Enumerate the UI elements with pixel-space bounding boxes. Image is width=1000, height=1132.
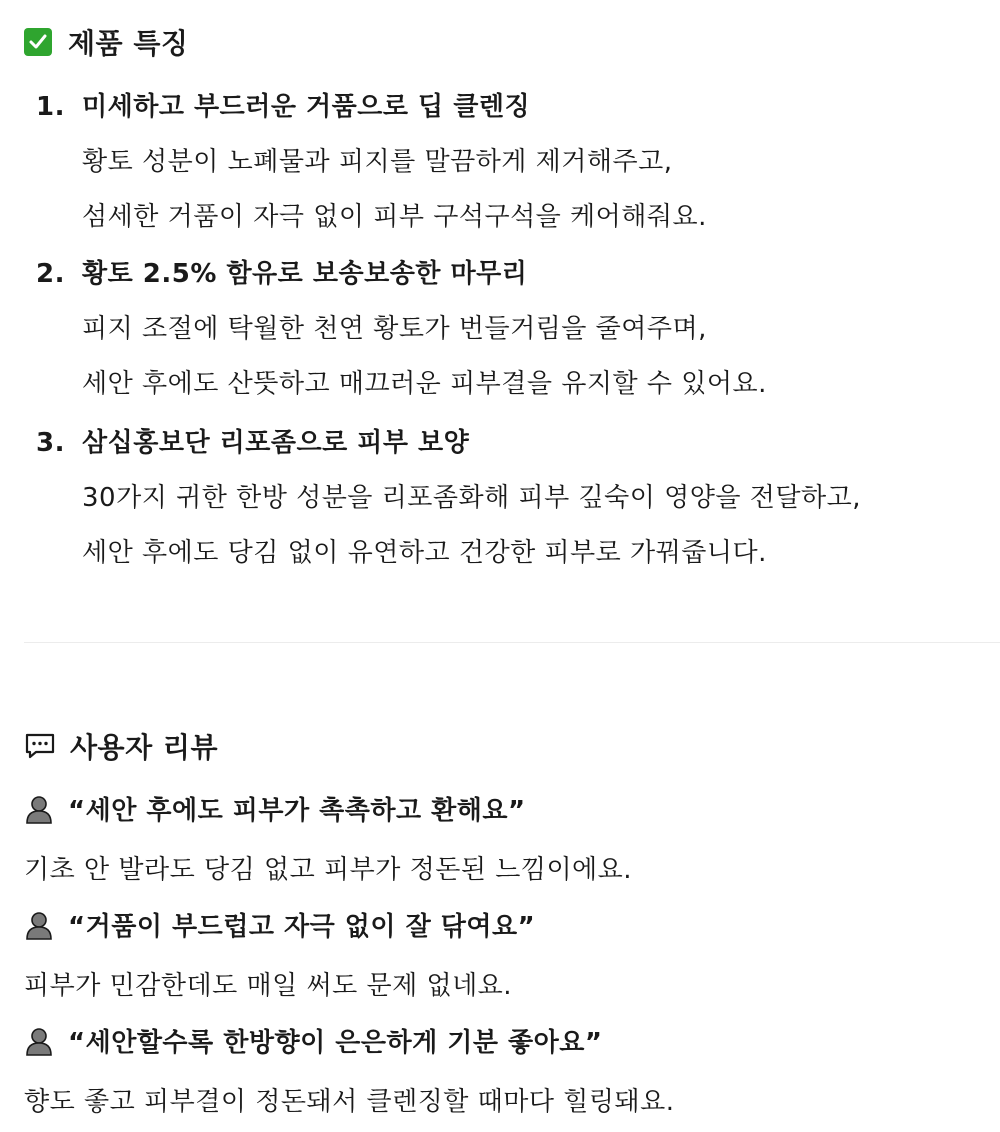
feature-title <box>36 422 861 459</box>
review-body: 향도 좋고 피부결이 정돈돼서 클렌징할 때마다 힐링돼요. <box>24 1087 675 1117</box>
feature-number: 3. <box>36 428 65 458</box>
user-silhouette-icon <box>24 910 54 940</box>
review-title <box>24 1022 675 1059</box>
review-item <box>24 1022 675 1118</box>
feature-number: 1. <box>36 92 65 122</box>
feature-description-line: 30가지 귀한 한방 성분을 리포좀화해 피부 깊숙이 영양을 전달하고, <box>82 483 861 513</box>
feature-item <box>36 422 861 566</box>
feature-title <box>36 253 767 290</box>
review-title <box>24 790 632 827</box>
section-divider <box>24 642 1000 643</box>
review-title-text: “세안할수록 한방향이 은은하게 기분 좋아요” <box>68 1028 603 1058</box>
feature-description-line: 피지 조절에 탁월한 천연 황토가 번들거림을 줄여주며, <box>82 314 707 344</box>
feature-number: 2. <box>36 259 65 289</box>
reviews-heading-text: 사용자 리뷰 <box>70 731 218 764</box>
speech-bubble-icon <box>24 732 56 760</box>
feature-title <box>36 86 707 123</box>
review-item <box>24 790 632 886</box>
reviews-heading <box>24 726 218 766</box>
feature-description-line: 섬세한 거품이 자극 없이 피부 구석구석을 케어해줘요. <box>82 202 707 232</box>
feature-title-text: 삼십홍보단 리포좀으로 피부 보양 <box>82 428 470 458</box>
user-silhouette-icon <box>24 1026 54 1056</box>
feature-description-line: 세안 후에도 산뜻하고 매끄러운 피부결을 유지할 수 있어요. <box>82 369 767 399</box>
user-silhouette-icon <box>24 794 54 824</box>
feature-description-line: 황토 성분이 노폐물과 피지를 말끔하게 제거해주고, <box>82 147 673 177</box>
feature-title-text: 미세하고 부드러운 거품으로 딥 클렌징 <box>82 92 531 122</box>
review-title-text: “세안 후에도 피부가 촉촉하고 환해요” <box>68 796 526 826</box>
review-body: 피부가 민감한데도 매일 써도 문제 없네요. <box>24 971 513 1001</box>
feature-item <box>36 253 767 397</box>
feature-description-line: 세안 후에도 당김 없이 유연하고 건강한 피부로 가꿔줍니다. <box>82 538 767 568</box>
features-heading <box>24 22 188 62</box>
feature-item <box>36 86 707 230</box>
features-heading-text: 제품 특징 <box>68 27 189 60</box>
check-mark-icon <box>24 28 52 56</box>
review-title-text: “거품이 부드럽고 자극 없이 잘 닦여요” <box>68 912 536 942</box>
review-body: 기초 안 발라도 당김 없고 피부가 정돈된 느낌이에요. <box>24 855 633 885</box>
feature-title-text: 황토 2.5% 함유로 보송보송한 마무리 <box>82 259 528 289</box>
review-title <box>24 906 535 943</box>
review-item <box>24 906 535 1002</box>
